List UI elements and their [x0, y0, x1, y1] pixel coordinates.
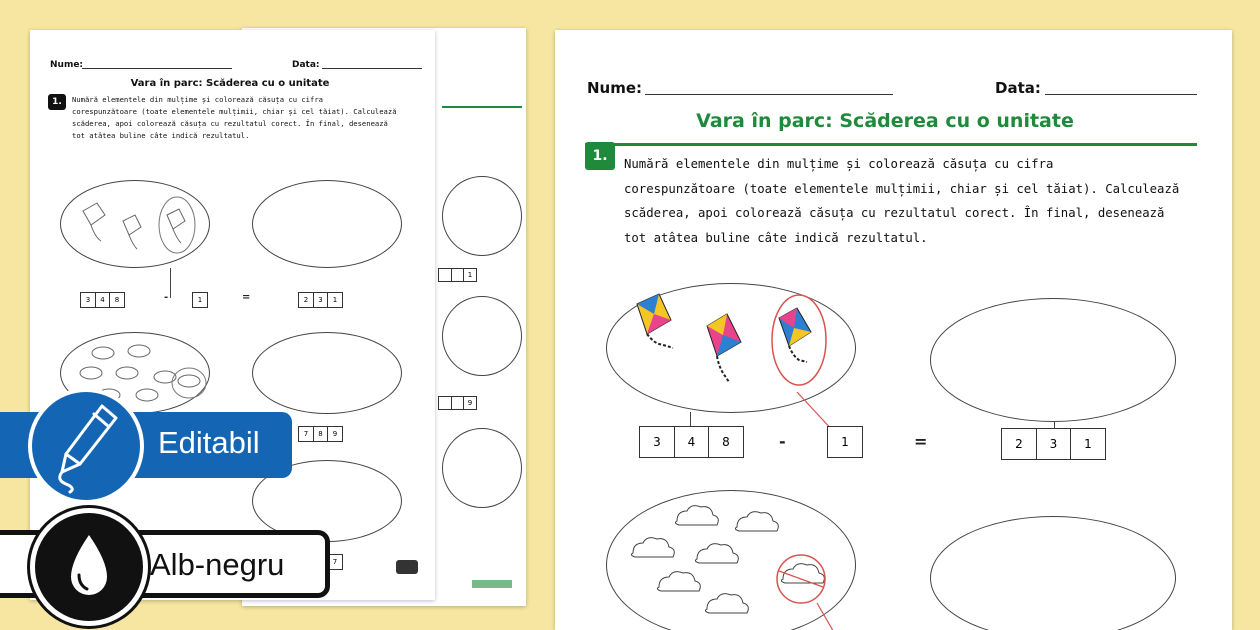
- kite-icon: [637, 294, 673, 348]
- title-rule: [585, 143, 1197, 146]
- count-boxes: 3 4 8: [80, 292, 125, 308]
- equals-sign: =: [914, 432, 928, 451]
- cloud-drawings: [607, 491, 857, 630]
- subtrahend-box: 1: [827, 426, 863, 458]
- exercise-number: 1.: [48, 94, 66, 110]
- result-boxes: 1: [438, 268, 477, 282]
- footer-logo: [396, 560, 418, 574]
- connector: [170, 268, 171, 298]
- date-label: Data:: [995, 79, 1041, 97]
- answer-oval: [930, 298, 1176, 422]
- answer-oval: [442, 428, 522, 508]
- ink-drop-icon: [30, 508, 148, 626]
- kite-icon: [707, 314, 741, 382]
- cloud-icon: [735, 512, 778, 531]
- worksheet-title: Vara în parc: Scăderea cu o unitate: [696, 110, 1074, 132]
- choice-box: 8: [708, 426, 744, 458]
- bw-label: Alb-negru: [150, 547, 285, 582]
- name-label: Nume:: [50, 60, 84, 70]
- footer-logo: [472, 580, 512, 588]
- date-line: [1045, 94, 1197, 95]
- choice-box: 3: [639, 426, 675, 458]
- name-label: Nume:: [587, 79, 643, 97]
- answer-oval: [252, 180, 402, 268]
- cloud-icon: [705, 594, 748, 613]
- answer-oval: [442, 296, 522, 376]
- date-label: Data:: [292, 60, 320, 70]
- answer-oval: [442, 176, 522, 256]
- cloud-icon: [695, 544, 738, 563]
- choice-box: 4: [674, 426, 710, 458]
- subtrahend-box: 1: [192, 292, 208, 308]
- instructions: Numără elementele din mulțime și colorează căsuța cu cifra corespunzătoare (toate elementele mulțimii, chiar și cel tăiat). Calculează scăderea, apoi colorează căsuța cu rezultatul corect. În final, desenează tot atâtea buline câte indică rezultatul.: [624, 157, 1180, 245]
- connector: [690, 412, 691, 426]
- title-rule: [442, 106, 522, 108]
- minus-sign: -: [164, 292, 169, 303]
- result-boxes: 7 8 9: [298, 426, 343, 442]
- result-boxes: 2 3 1: [298, 292, 343, 308]
- name-line: [645, 94, 893, 95]
- set-oval-clouds: [606, 490, 856, 630]
- name-line: [82, 68, 232, 69]
- result-box: 2: [1001, 428, 1037, 460]
- answer-oval: [930, 516, 1176, 630]
- kite-icon: [779, 308, 811, 362]
- result-boxes: [1001, 428, 1106, 460]
- instructions: Numără elementele din mulțime și colorează căsuța cu cifra corespunzătoare (toate elementele mulțimii, chiar și cel tăiat). Calculează scăderea, apoi colorează căsuța cu rezultatul corect. În final, desenează tot atâtea buline câte indică rezultatul.: [72, 95, 397, 140]
- date-line: [322, 68, 422, 69]
- answer-oval: [252, 332, 402, 414]
- result-boxes: 9: [438, 396, 477, 410]
- worksheet-title: Vara în parc: Scăderea cu o unitate: [130, 78, 330, 89]
- pencil-icon: [28, 388, 144, 504]
- result-boxes: 7: [298, 554, 343, 570]
- exercise-number: 1.: [585, 142, 615, 170]
- result-box: 3: [1036, 428, 1072, 460]
- editable-label: Editabil: [158, 425, 260, 460]
- cloud-icon: [631, 538, 674, 557]
- equals-sign: =: [242, 292, 251, 303]
- result-box: 1: [1070, 428, 1106, 460]
- minus-sign: -: [779, 432, 786, 451]
- kite-drawings: [61, 181, 211, 269]
- cloud-icon: [657, 572, 700, 591]
- count-boxes: [639, 426, 744, 458]
- set-oval-kites: [60, 180, 210, 268]
- worksheet-main: [555, 30, 1232, 630]
- cloud-icon: [675, 506, 718, 525]
